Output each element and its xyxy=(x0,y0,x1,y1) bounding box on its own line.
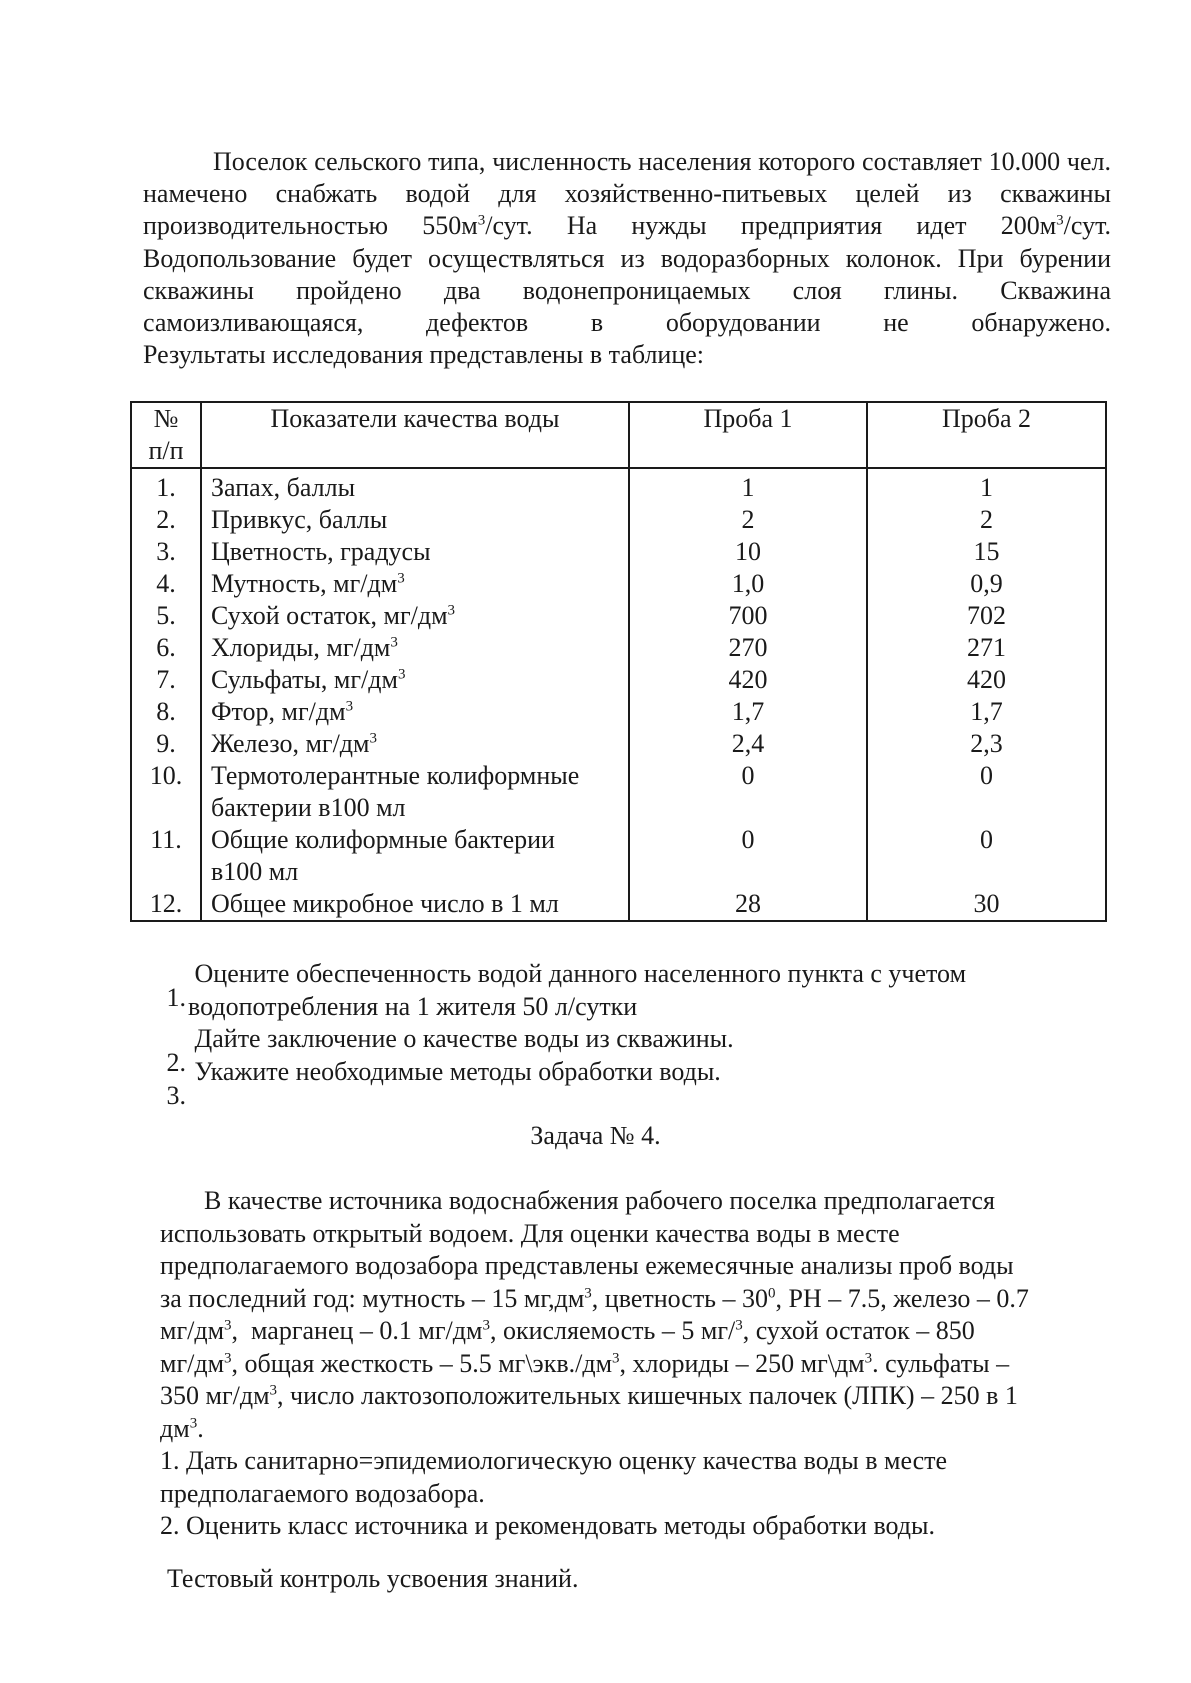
intro-text-part2: /сут. На нужды предприятия идет 200м xyxy=(485,211,1057,241)
sample-2-value: 271 xyxy=(867,632,1106,664)
task-4-line xyxy=(160,1250,1110,1283)
header-sample-2: Проба 2 xyxy=(867,402,1106,468)
superscript: 3 xyxy=(397,570,405,587)
sample-1-value: 0 xyxy=(629,760,867,824)
intro-text-part3: /сут. Водопользование будет осуществляться из водоразборных колонок. При бурении скважины пройдено два водонепроницаемых слоя глины. Скважина самоизливающаяся, дефектов в оборудовании не обнаружено. xyxy=(143,211,1111,338)
task-4-text: использовать открытый водоем. Для оценки качества воды в месте xyxy=(160,1218,900,1248)
sample-2-value: 1,7 xyxy=(867,696,1106,728)
indicator-name-text: Фтор, мг/дм xyxy=(211,697,346,726)
indicator-name-text: Железо, мг/дм xyxy=(211,729,370,758)
superscript: 3 xyxy=(269,1382,278,1399)
task-4-text: , число лактозоположительных кишечных палочек (ЛПК) – 250 в 1 xyxy=(277,1381,1018,1410)
sample-1-value: 420 xyxy=(629,664,867,696)
question-number: 2. xyxy=(166,1048,186,1077)
sample-2-value: 702 xyxy=(867,600,1106,632)
question-text: Укажите необходимые методы обработки воды. xyxy=(194,1056,721,1086)
superscript: 3 xyxy=(1056,212,1064,229)
task-4-question-text: предполагаемого водозабора. xyxy=(160,1478,485,1508)
indicator-name-text: Запах, баллы xyxy=(211,473,356,502)
superscript: 3 xyxy=(612,1349,620,1366)
superscript: 3 xyxy=(864,1349,873,1366)
question-item xyxy=(166,1056,1088,1110)
task-questions-list xyxy=(166,958,1088,1110)
sample-1-value: 28 xyxy=(629,888,867,921)
superscript: 3 xyxy=(189,1414,198,1431)
question-text: Дайте заключение о качестве воды из скважины. xyxy=(194,1024,734,1053)
indicator-name-text: Хлориды, мг/дм xyxy=(211,633,391,662)
task-4-question-text: 1. Дать санитарно=эпидемиологическую оценку качества воды в месте xyxy=(160,1446,948,1475)
indicator-name-text: в100 мл xyxy=(211,857,299,886)
indicator-name-text: Сульфаты, мг/дм xyxy=(211,665,398,694)
indicator-name xyxy=(201,824,629,888)
indicator-name xyxy=(201,468,629,504)
superscript: 3 xyxy=(345,698,354,715)
question-text-cont: водопотребления на 1 жителя 50 л/сутки xyxy=(188,991,638,1021)
sample-1-value: 0 xyxy=(629,824,867,888)
question-number: 1. xyxy=(166,983,186,1012)
table-row xyxy=(131,568,1106,600)
task-4-line xyxy=(160,1218,1110,1251)
row-number: 1. xyxy=(131,468,201,504)
sample-1-value: 1,7 xyxy=(629,696,867,728)
indicator-name-text: Термотолерантные колиформные xyxy=(211,761,580,790)
sample-2-value: 0,9 xyxy=(867,568,1106,600)
sample-2-value: 0 xyxy=(867,824,1106,888)
indicator-name xyxy=(201,504,629,536)
task-4-text: . xyxy=(197,1413,204,1443)
superscript: 3 xyxy=(477,212,486,229)
task-4-text: , хлориды – 250 мг\дм xyxy=(619,1348,865,1378)
indicator-name-text: Цветность, градусы xyxy=(211,537,431,566)
indicator-name xyxy=(201,632,629,664)
row-number: 8. xyxy=(131,696,201,728)
task-4-question xyxy=(160,1445,1110,1478)
table-row xyxy=(131,600,1106,632)
superscript: 3 xyxy=(224,1349,232,1366)
row-number: 12. xyxy=(131,888,201,921)
header-number-abbr: п/п xyxy=(148,436,184,465)
intro-text-part1: Поселок сельского типа, численность населения которого составляет 10.000 чел. намечено снабжать водой для хозяйственно-питьевых целей из скважины производительностью 550м xyxy=(143,147,1111,241)
header-indicator: Показатели качества воды xyxy=(201,402,629,468)
row-number: 9. xyxy=(131,728,201,760)
sample-2-value: 15 xyxy=(867,536,1106,568)
table-row xyxy=(131,696,1106,728)
indicator-name-text: Сухой остаток, мг/дм xyxy=(211,601,448,630)
row-number: 10. xyxy=(131,760,201,824)
indicator-name xyxy=(201,760,629,824)
indicator-name xyxy=(201,728,629,760)
table-row xyxy=(131,728,1106,760)
superscript: 3 xyxy=(735,1317,743,1334)
indicator-name xyxy=(201,888,629,921)
water-quality-table xyxy=(130,401,1107,922)
task-4-line xyxy=(160,1413,1110,1446)
superscript: 3 xyxy=(397,666,406,683)
task-4-title: Задача № 4. xyxy=(530,1121,661,1150)
sample-2-value: 2 xyxy=(867,504,1106,536)
table-row xyxy=(131,888,1106,921)
sample-2-value: 2,3 xyxy=(867,728,1106,760)
task-4-question xyxy=(160,1510,1110,1543)
sample-2-value: 1 xyxy=(867,468,1106,504)
sample-1-value: 10 xyxy=(629,536,867,568)
row-number: 6. xyxy=(131,632,201,664)
task-4-text: , цветность – 30 xyxy=(591,1283,769,1313)
task-4-text: мг/дм xyxy=(160,1316,225,1345)
intro-last-line xyxy=(143,339,1111,371)
table-row xyxy=(131,468,1106,504)
superscript: 3 xyxy=(390,634,398,651)
indicator-name xyxy=(201,536,629,568)
superscript: 3 xyxy=(482,1317,490,1334)
question-text: Оцените обеспеченность водой данного населенного пункта с учетом xyxy=(194,959,967,988)
sample-1-value: 270 xyxy=(629,632,867,664)
sample-1-value: 1 xyxy=(629,468,867,504)
task-4-text: , марганец – 0.1 мг/дм xyxy=(231,1316,483,1345)
indicator-name xyxy=(201,664,629,696)
question-number: 3. xyxy=(166,1080,186,1110)
row-number: 11. xyxy=(131,824,201,888)
task-4-text: , окисляемость – 5 мг/ xyxy=(489,1316,736,1345)
task-4-line xyxy=(160,1283,1110,1316)
task-4-line xyxy=(160,1380,1110,1413)
header-number xyxy=(131,402,201,468)
question-item xyxy=(166,958,1088,1023)
sample-1-value: 2 xyxy=(629,504,867,536)
task-4-line xyxy=(160,1315,1110,1348)
row-number: 3. xyxy=(131,536,201,568)
task-4-text: за последний год: мутность – 15 мг,дм xyxy=(160,1283,585,1313)
table-row xyxy=(131,664,1106,696)
table-row xyxy=(131,760,1106,824)
indicator-name xyxy=(201,600,629,632)
sample-1-value: 1,0 xyxy=(629,568,867,600)
row-number: 7. xyxy=(131,664,201,696)
task-4-text: . сульфаты – xyxy=(872,1348,1010,1378)
task-4-text: дм xyxy=(160,1413,190,1443)
superscript: 0 xyxy=(768,1284,776,1301)
indicator-name-text: Привкус, баллы xyxy=(211,505,388,534)
superscript: 3 xyxy=(369,730,377,747)
task-4-text: мг/дм xyxy=(160,1348,225,1378)
task-4-body xyxy=(160,1185,1110,1543)
sample-2-value: 30 xyxy=(867,888,1106,921)
superscript: 3 xyxy=(584,1284,592,1301)
row-number: 4. xyxy=(131,568,201,600)
indicator-name xyxy=(201,696,629,728)
sample-2-value: 0 xyxy=(867,760,1106,824)
table-header-row xyxy=(131,402,1106,468)
indicator-name-text: бактерии в100 мл xyxy=(211,793,406,822)
table-row xyxy=(131,632,1106,664)
sample-1-value: 700 xyxy=(629,600,867,632)
task-4-text: , РН – 7.5, железо – 0.7 xyxy=(775,1283,1029,1313)
task-4-question-text: 2. Оценить класс источника и рекомендовать методы обработки воды. xyxy=(160,1511,935,1540)
header-sample-1: Проба 1 xyxy=(629,402,867,468)
tests-heading: Тестовый контроль усвоения знаний. xyxy=(167,1564,579,1593)
indicator-name-text: Общие колиформные бактерии xyxy=(211,825,555,854)
intro-text-part4: Результаты исследования представлены в таблице: xyxy=(143,340,705,370)
table-row xyxy=(131,504,1106,536)
task-4-text: , общая жесткость – 5.5 мг\экв./дм xyxy=(231,1348,613,1378)
table-row xyxy=(131,536,1106,568)
table-row xyxy=(131,824,1106,888)
table-body xyxy=(131,468,1106,921)
superscript: 3 xyxy=(447,602,456,619)
header-number-symbol: № xyxy=(153,404,179,433)
task-4-line xyxy=(160,1348,1110,1381)
task-4-text: 350 мг/дм xyxy=(160,1381,270,1410)
superscript: 3 xyxy=(224,1317,232,1334)
row-number: 2. xyxy=(131,504,201,536)
task-4-question xyxy=(160,1478,1110,1511)
indicator-name-text: Мутность, мг/дм xyxy=(211,569,398,598)
sample-1-value: 2,4 xyxy=(629,728,867,760)
task-4-text: , сухой остаток – 850 xyxy=(742,1316,975,1345)
task-4-line xyxy=(160,1185,1110,1218)
row-number: 5. xyxy=(131,600,201,632)
task-4-text: предполагаемого водозабора представлены ежемесячные анализы проб воды xyxy=(160,1251,1014,1280)
task-4-text: В качестве источника водоснабжения рабочего поселка предполагается xyxy=(204,1186,995,1215)
sample-2-value: 420 xyxy=(867,664,1106,696)
indicator-name xyxy=(201,568,629,600)
intro-paragraph xyxy=(143,146,1111,371)
indicator-name-text: Общее микробное число в 1 мл xyxy=(211,889,559,918)
